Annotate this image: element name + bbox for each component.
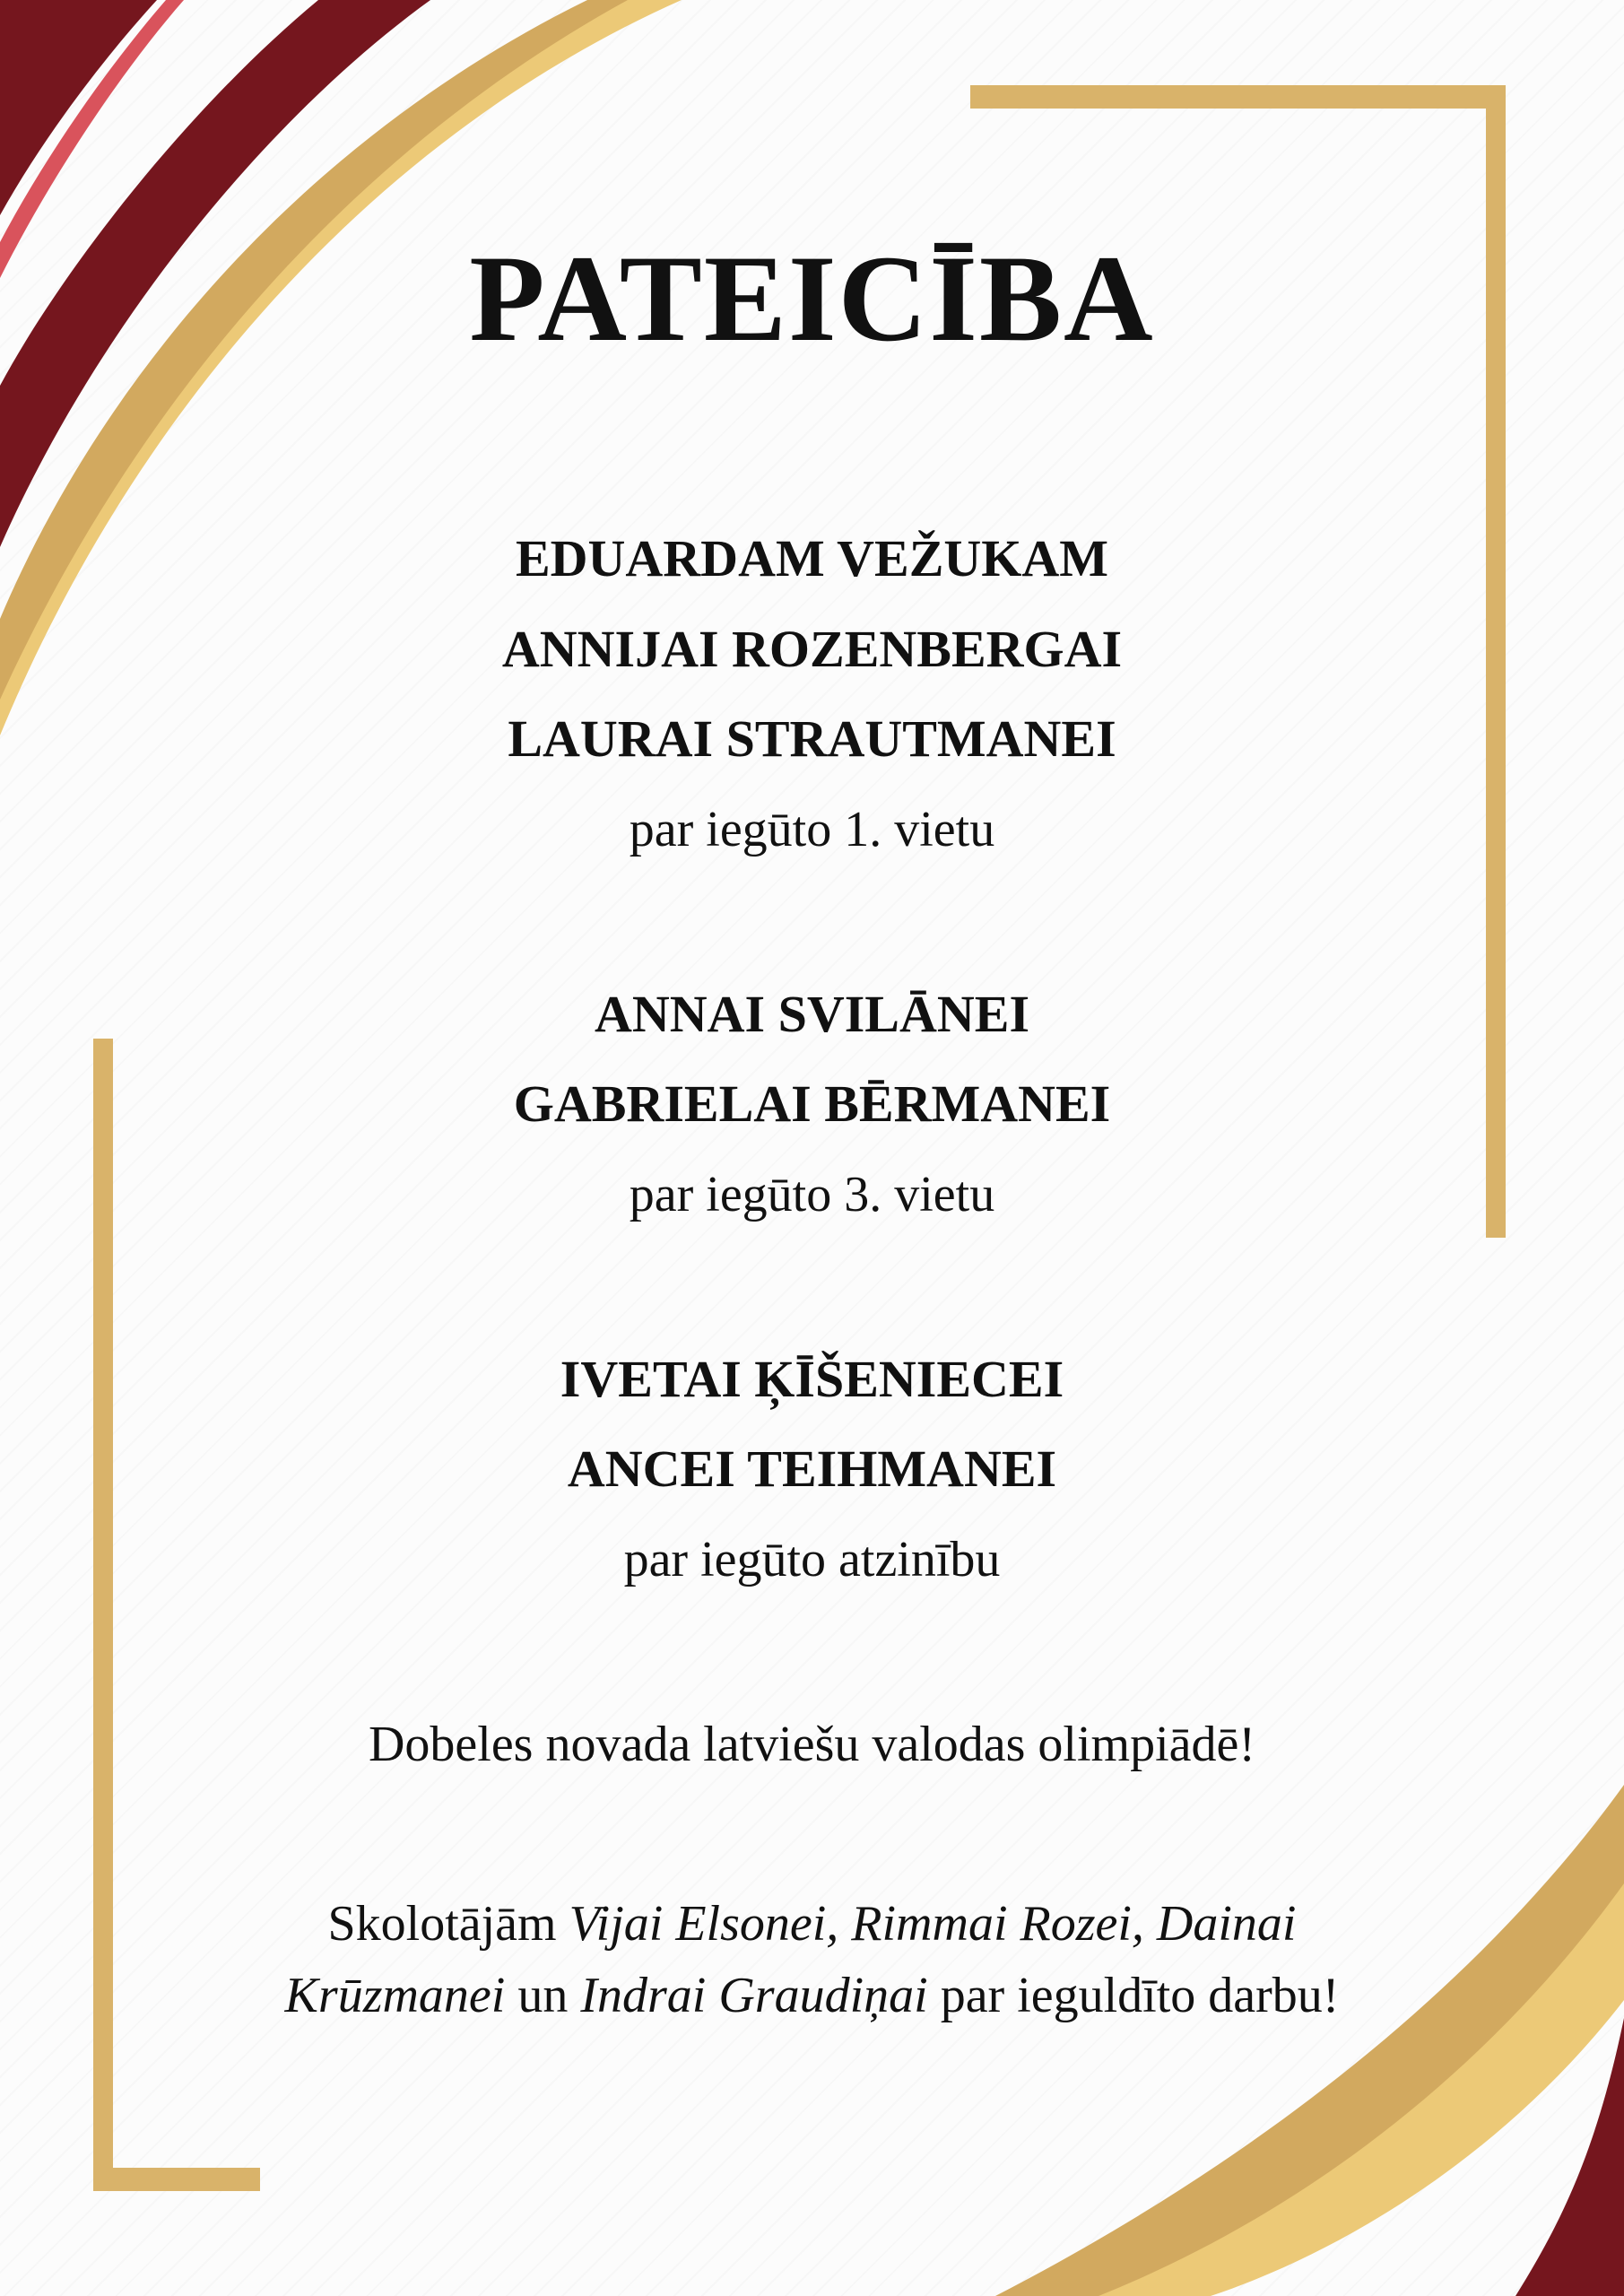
recipient-name: GABRIELAI BĒRMANEI	[513, 1074, 1111, 1133]
recipient-name: LAURAI STRAUTMANEI	[508, 709, 1116, 768]
recipient-name: ANCEI TEIHMANEI	[567, 1439, 1057, 1498]
recipient-name: ANNAI SVILĀNEI	[594, 985, 1030, 1043]
award-description: par iegūto atzinību	[623, 1532, 1001, 1587]
teacher-names: Vijai Elsonei, Rimmai Rozei, Dainai	[569, 1896, 1297, 1952]
teachers-suffix: par ieguldīto darbu!	[927, 1968, 1340, 2023]
recipient-name: ANNIJAI ROZENBERGAI	[501, 620, 1123, 678]
award-description: par iegūto 1. vietu	[629, 802, 995, 857]
recipient-name: IVETAI ĶĪŠENIECEI	[560, 1350, 1064, 1408]
teachers-joiner: un	[505, 1968, 581, 2023]
teachers-thanks-line-1	[0, 1892, 1624, 1955]
award-description: par iegūto 3. vietu	[629, 1167, 995, 1222]
teachers-prefix: Skolotājām	[327, 1896, 569, 1952]
teacher-name: Krūzmanei	[284, 1968, 506, 2023]
teachers-thanks-line-2	[0, 1964, 1624, 2027]
event-statement: Dobeles novada latviešu valodas olimpiādē!	[368, 1717, 1256, 1772]
certificate-title: PATEICĪBA	[469, 230, 1155, 367]
teacher-name: Indrai Graudiņai	[580, 1968, 928, 2023]
recipient-name: EDUARDAM VEŽUKAM	[515, 529, 1109, 587]
